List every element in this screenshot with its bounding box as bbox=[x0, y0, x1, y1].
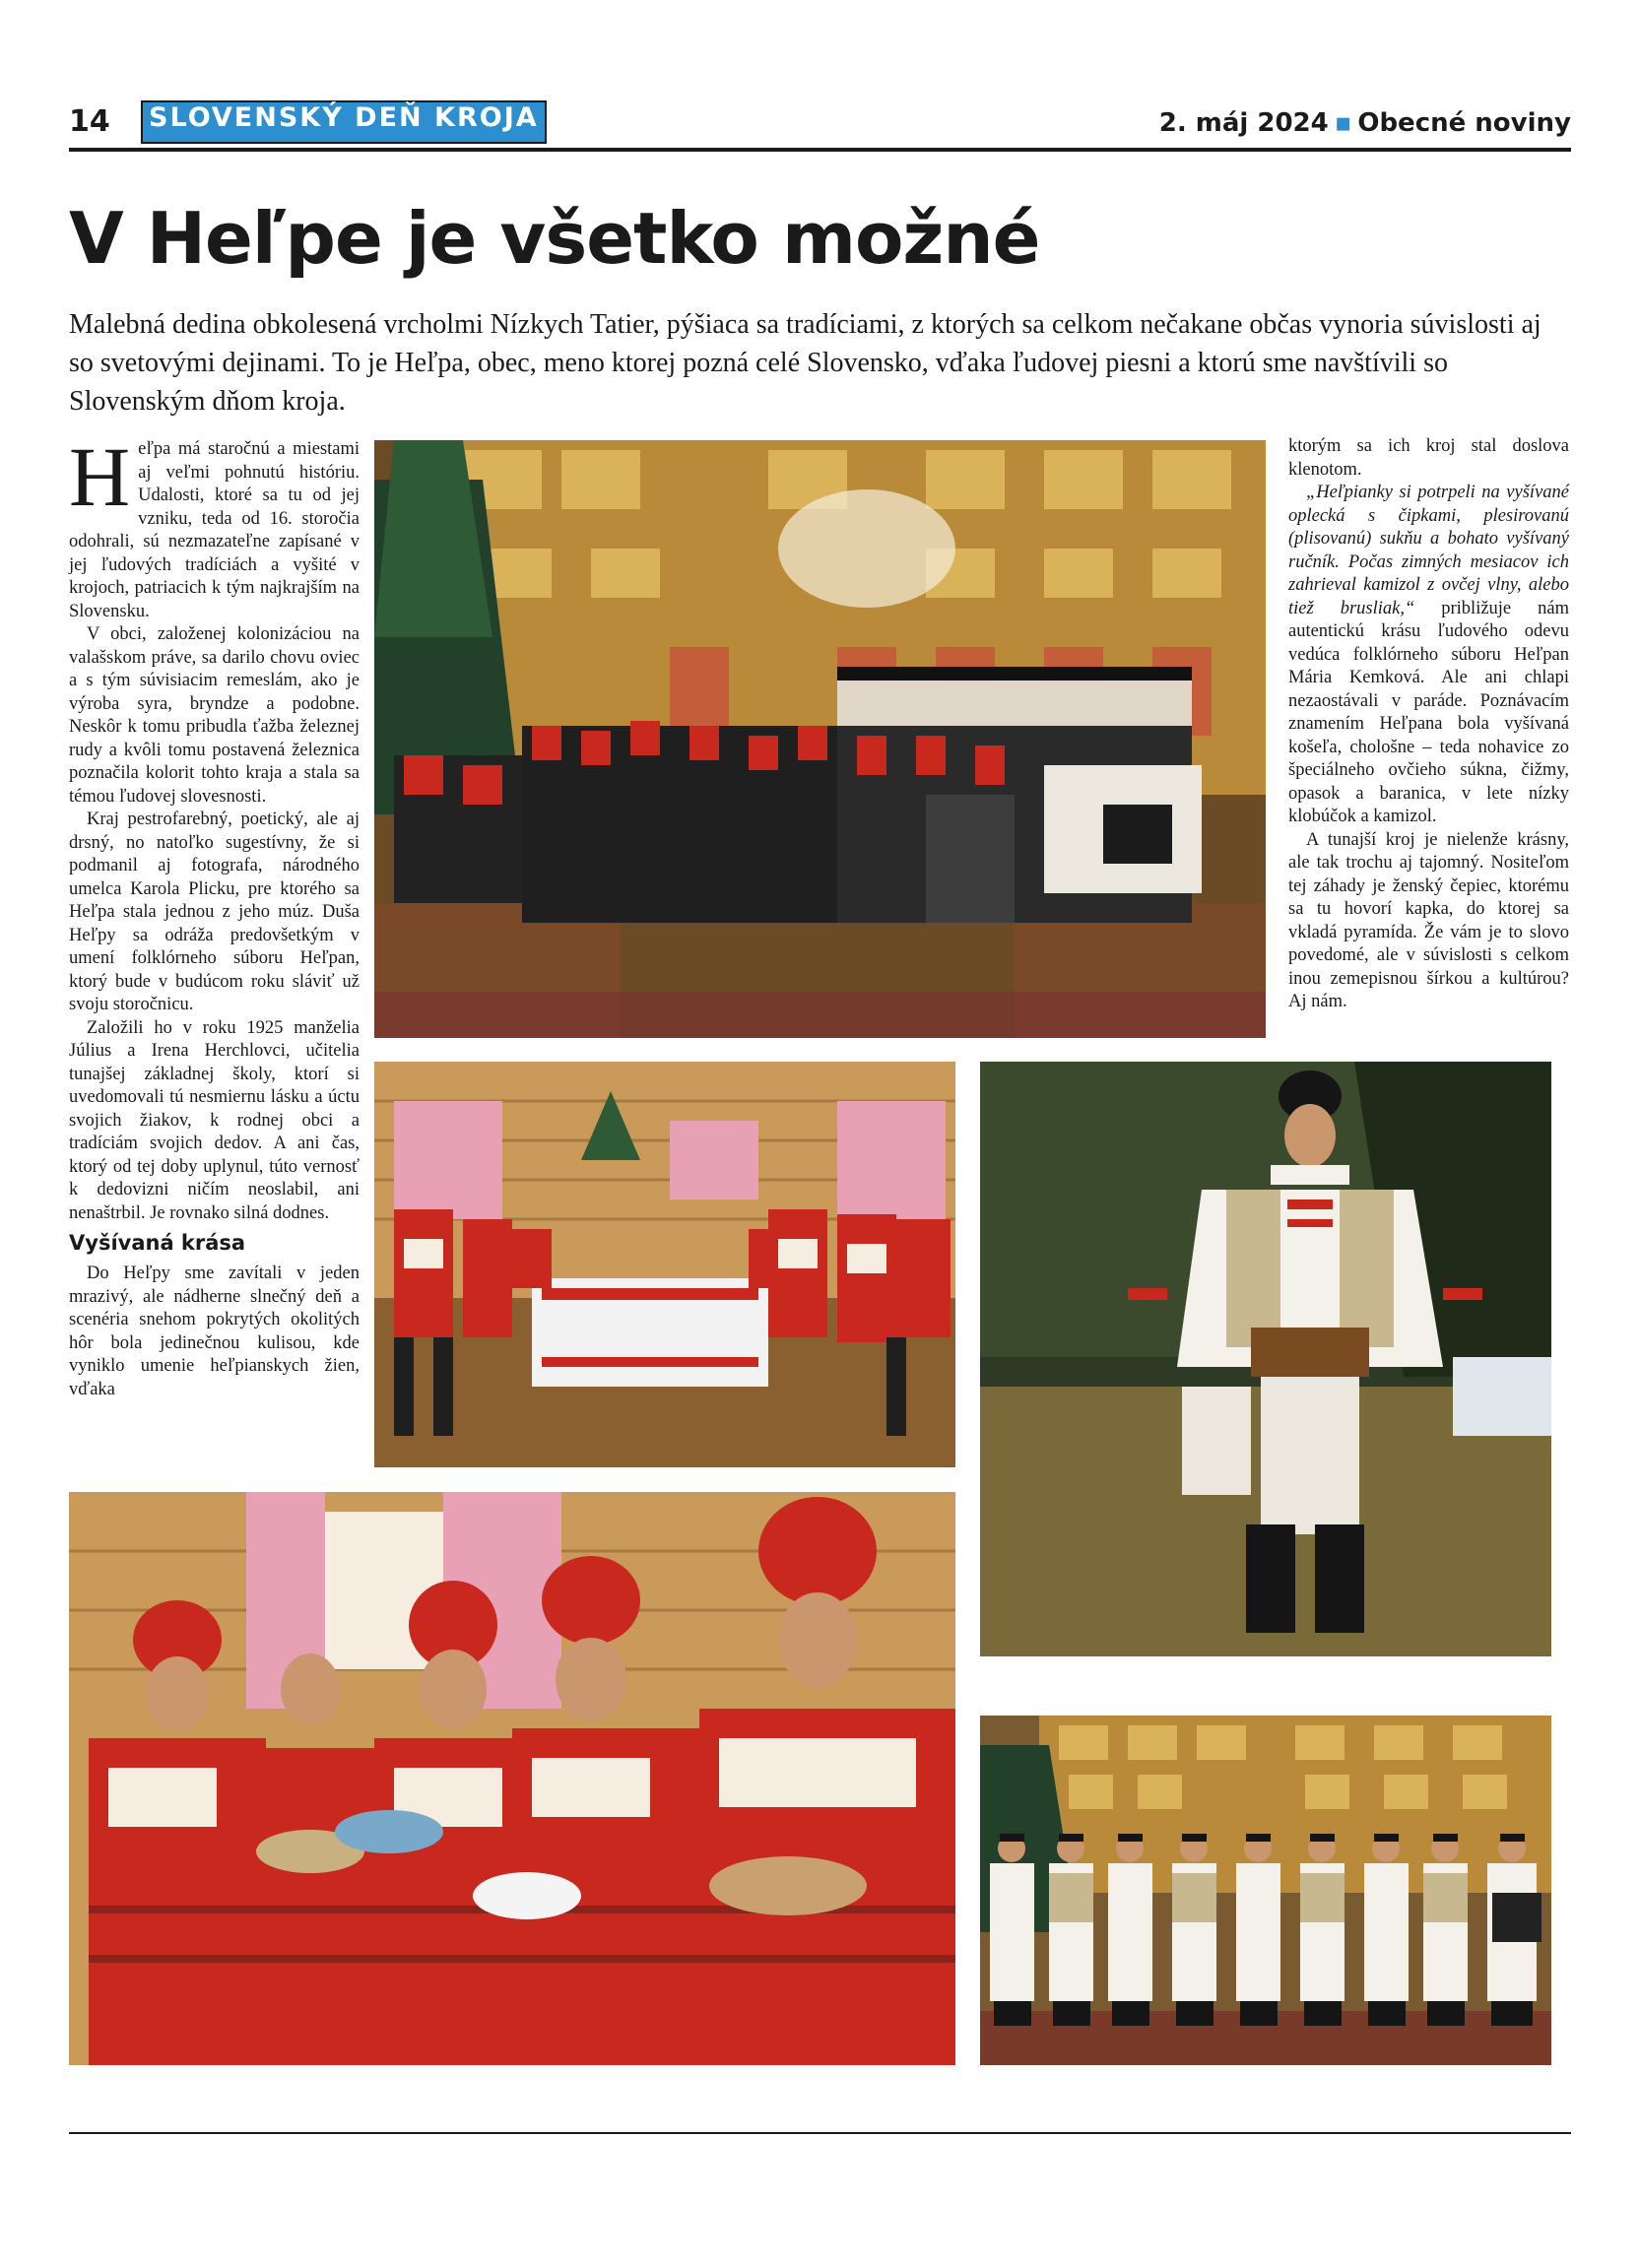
section-label: SLOVENSKÝ DEŇ KROJA bbox=[141, 100, 547, 144]
paragraph: A tunajší kroj je nielenže krásny, ale tak trochu aj tajomný. Nositeľom tej záhady je ženský čepiec, ktorému sa tu hovorí kapka, do ktorej sa vkladá pyramída. Že vám je to slovo povedomé, ale v súvislosti s celkom inou zemepisnou šírkou a kultúrou? Aj nám. bbox=[1288, 829, 1569, 1011]
issue-date: 2. máj 2024 bbox=[1158, 108, 1329, 138]
article-column-left bbox=[69, 429, 360, 1401]
photo-men-choir-in-church bbox=[980, 1716, 1551, 2065]
separator-square-icon: ▪ bbox=[1334, 108, 1352, 138]
paragraph: V obci, založenej kolonizáciou na valašskom práve, sa darilo chovu oviec a s tým súvisiacim remeslám, ako je výroba syra, bryndze a podobne. Neskôr k tomu pribudla ťažba železnej rudy a kvôli tomu postavená železnica poznačila kolorit tohto kraja a stala sa témou ľudovej slovesnosti. bbox=[69, 624, 360, 807]
header-rule bbox=[69, 148, 1571, 152]
article-title: V Heľpe je všetko možné bbox=[69, 197, 1040, 280]
photo-ensemble-in-church bbox=[374, 440, 1266, 1038]
paragraph: Do Heľpy sme zavítali v jeden mrazivý, ale nádherne slnečný deň a scenéria snehom pokrytých okolitých hôr bola jedinečnou kulisou, kde vyniklo umenie heľpianskych žien, vďaka bbox=[69, 1264, 360, 1399]
paragraph: Kraj pestrofarebný, poetický, ale aj drsný, no natoľko sugestívny, že si podmanil aj fotografa, národného umelca Karola Plicku, pre ktorého sa Heľpa stala jednou z jeho múz. Duša Heľpy sa odráža predovšetkým v umení folklórneho súboru Heľpan, ktorý bude v budúcom roku sláviť už svoju storočnicu. bbox=[69, 810, 360, 1014]
issue-info bbox=[1159, 108, 1571, 138]
photo-women-at-table bbox=[374, 1062, 955, 1467]
photo-man-in-costume bbox=[980, 1062, 1551, 1656]
article-lead: Malebná dedina obkolesená vrcholmi Nízkych Tatier, pýšiaca sa tradíciami, z ktorých sa celkom nečakane občas vynoria súvislosti aj so svetovými dejinami. To je Heľpa, obec, meno ktorej pozná celé Slovensko, vďaka ľudovej piesni a ktorú sme navštívili so Slovenským dňom kroja. bbox=[69, 309, 1542, 417]
paragraph: Založili ho v roku 1925 manželia Július a Irena Herchlovci, učitelia tunajšej základnej školy, ktorí si uvedomovali tú nesmiernu lásku a úctu svojich žiakov, k rodnej obci a tradíciám svojich dedov. A ani čas, ktorý od tej doby uplynul, túto vernosť k dedovizni ničím neoslabil, ani nenaštrbil. Je rovnako silná dodnes. bbox=[69, 1017, 360, 1223]
publication-name: Obecné noviny bbox=[1357, 108, 1571, 138]
page-number: 14 bbox=[69, 104, 110, 139]
photo-women-working-dough bbox=[69, 1492, 955, 2065]
article-column-right bbox=[1288, 435, 1569, 1014]
paragraph: ktorým sa ich kroj stal doslova klenotom. bbox=[1288, 436, 1569, 480]
subheading: Vyšívaná krása bbox=[69, 1231, 246, 1255]
drop-cap: H bbox=[69, 429, 131, 524]
paragraph: „Heľpianky si potrpeli na vyšívané oplecká s čipkami, plesirovanú (plisovanú) sukňu a bohato vyšívaný ručník. Počas zimných mesiacov ich zahrieval kamizol z ovčej vlny, alebo tiež brusliak,“ približuje nám autentickú krásu ľudového odevu vedúca folklórneho súboru Heľpan Mária Kemková. Ale ani chlapi nezaostávali v paráde. Poznávacím znamením Heľpana bola vyšívaná košeľa, chološne – teda nohavice zo špeciálneho ovčieho súkna, čižmy, opasok a baranica, v lete nízky klobúčok a kamizol. bbox=[1288, 483, 1569, 826]
paragraph: Heľpa má staročnú a miestami aj veľmi pohnutú históriu. Udalosti, ktoré sa tu od jej vzniku, teda od 16. storočia odohrali, sú nezmazateľne zapísané v jej ľudových tradíciách a vyšité v krojoch, patriacich k tým najkrajším na Slovensku. bbox=[69, 429, 360, 621]
footer-rule bbox=[69, 2132, 1571, 2134]
